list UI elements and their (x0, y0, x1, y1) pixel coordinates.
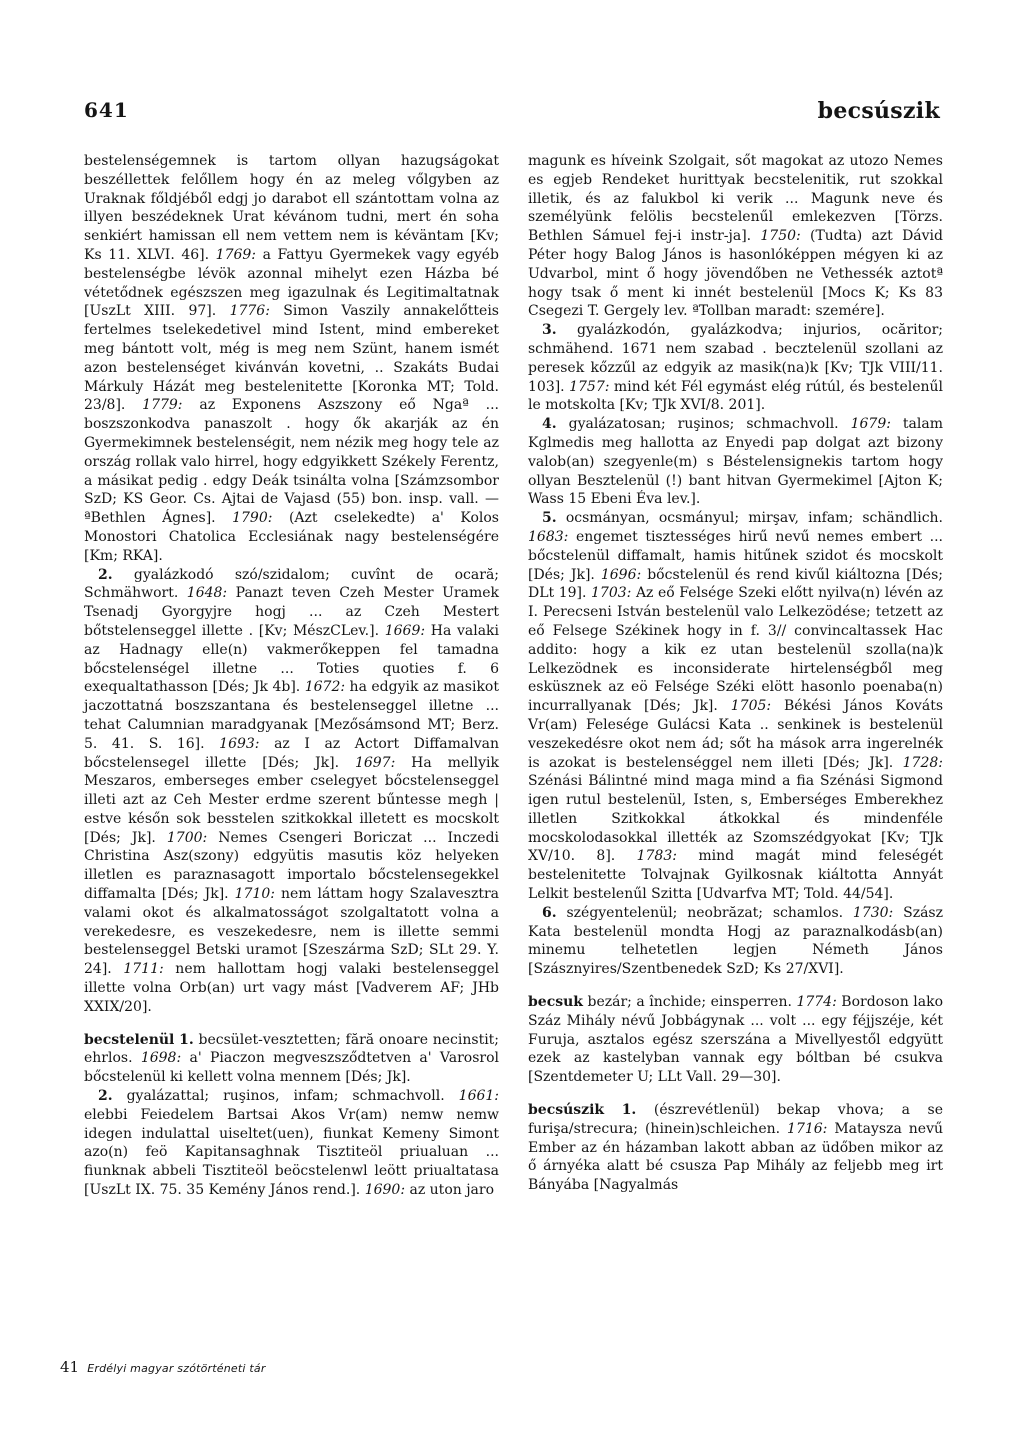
page-number: 641 (84, 98, 129, 122)
series-title: Erdélyi magyar szótörténeti tár (87, 1362, 266, 1375)
entry-text: gyalázattal; ruşinos, infam; schmachvoll. 1661: elebbi Feiedelem Bartsai Akos Vr(am) nemw nemw idegen indulattal uiseltet(uen), fiunkat Kemeny Simont azo(n) feö Kapitansaghnak Tisztiteöl priualuan ... fiunknak abbeli Tisztiteöl beöcstelenwl leött priualtatasa [UszLt IX. 75. 35 Kemény János rend.]. 1690: az uton jaro (84, 1088, 500, 1199)
entry-text: bestelenségemnek is tartom ollyan hazugságokat beszéllettek felőllem hogy én az meleg vőlgyben az Uraknak főldjéből edgj jo darabot ell szántottam volna az illyen beszédeknek Urat kévánom tudni, mert én soha senkiért hamissan ell nem vettem nem is kéväntam [Kv; Ks 11. XLVI. 46]. 1769: a Fattyu Gyermekek vagy egyéb bestelenségbe lévök azonnal mihelyt ezen Házba bé vétetődnek egészszen meg igazulnak és Legitimaltatnak [UszLt XIII. 97]. 1776: Simon Vaszily annakelőtteis fertelmes tselekedetivel mind Istent, mind embereket meg bántott volt, még is meg nem Szünt, hanem ismét azon bestelenséget kivánván kovetni, .. Szakáts Budai Márkuly Házát meg bestelenitette [Koronka MT; Told. 23/8]. 1779: az Exponens Aszszony eő Ngaª ... boszszonkodva panaszolt . hogy ők akarják az én Gyermekimnek bestelenségit, nem nézik meg hogy tele az ország rollak valo hirrel, hogy edgyikkett Székely Ferentz, a másikat pedig . edgy Deák tsinálta volna [Számzsombor SzD; KS Geor. Cs. Ajtai de Vajasd (55) bon. insp. vall. — ªBethlen Ágnes]. 1790: (Azt cselekedte) a' Kolos Monostori Chatolica Ecclesiának nagy bestelenségére [Km; RKA]. (84, 153, 499, 564)
entry-sense (84, 1087, 499, 1200)
dictionary-entry (528, 993, 943, 1087)
sense-number: 5. (542, 510, 557, 527)
sense-number: 1. (621, 1102, 637, 1119)
entry-text: gyalázkodón, gyalázkodva; injurios, ocăritor; schmähend. 1671 nem szabad . becztelenül szollani az peresek kőzzűl az edgyik az masik(na)k [Kv; TJk VIII/11. 103]. 1757: mind két Fél egymást elég rútúl, és bestelenűl le motskolta [Kv; TJk XVI/8. 201]. (528, 322, 944, 414)
sense-number: 4. (542, 416, 557, 433)
sense-number: 3. (542, 322, 557, 339)
dictionary-entry (84, 1031, 499, 1087)
sense-number: 2. (98, 566, 113, 583)
entry-text: gyalázkodó szó/szidalom; cuvînt de ocară; Schmähwort. 1648: Panazt teven Czeh Mester Uramek Tsenadj Gyorgyjre hogj ... az Czeh Mestert bőtstelenseggel illette . [Kv; MészCLev.]. 1669: Ha valaki az Hadnagy elle(n) vakmerőkeppen fel tamadna bőcstelenségel illetne ... Toties quoties f. 6 exequaltathasson [Dés; Jk 4b]. 1672: ha edgyik az masikot jaczottatná boszszantana és bestelenseggel illetne ... tehat Calumnian maradgyanak [Mezősámsond MT; Berz. 5. 41. S. 16]. 1693: az I az Actort Diffamalvan bőcstelensegel illette [Dés; Jk]. 1697: Ha mellyik Meszaros, emberseges ember cselegyet bőcstelenseggel illeti azt az Ceh Mester erdme szerent bűntesse megh | estve későn sok besstelen szitkokkal illetett es mocskolt [Dés; Jk]. 1700: Nemes Csengeri Boriczat ... Inczedi Christina Asz(szony) edgyütis masutis köz helyeken illetlen es paraznasagott importalo bőcstelensegekkel diffamalta [Dés; Jk]. 1710: nem láttam hogy Szalavesztra valami okot és alkalmatosságot szolgaltatott volna a verekedesre, es veszekedesre, nem is illette semmi bestelenseggel Betski uramot [Szeszárma SzD; SLt 29. Y. 24]. 1711: nem hallottam hogj valaki bestelenseggel illette volna Orb(an) urt vagy mást [Vadverem AF; JHb XXIX/20]. (84, 566, 500, 1015)
entry-sense (84, 566, 499, 1017)
entry-sense (528, 509, 943, 904)
entry-headword: becstelenül (84, 1031, 175, 1048)
sense-number: 6. (542, 904, 557, 921)
entry-continuation (84, 152, 499, 566)
sense-number: 2. (98, 1088, 113, 1105)
entry-text: (észrevétlenül) bekap vhova; a se furişa/strecura; (hinein)schleichen. 1716: Matayszа nevű Ember az én házamban lakott abban az üdőben mikor az ő árnyéka alatt bé csusza Pap Mihály az feljebb meg irt Bányába [Nagyalmás (528, 1102, 944, 1194)
entry-sense (528, 904, 943, 979)
entry-text: bezár; a închide; einsperren. 1774: Bordoson lako Száz Mihály névű Jobbágynak ... volt ... egy féjjszéje, két Furuja, asztalos egész szerszána a Mivellyestől edgyütt ezek az kastelyban vannak egy bóltban bé csukva [Szentdemeter U; LLt Vall. 29—30]. (528, 994, 943, 1086)
entry-headword: becsuk (528, 994, 583, 1011)
sheet-number: 41 (60, 1358, 80, 1376)
entry-text: gyalázatosan; ruşinos; schmachvoll. 1679: talam Kglmedis meg hallotta az Enyedi pap dolgat azt bizony valob(an) szegyenle(m) s Béstelensignekis tartom hogy ollyan Besztelenül (!) bant hitvan Gyermekimel [Ajton K; Wass 15 Ebeni Éva lev.]. (528, 416, 943, 508)
right-column (528, 152, 943, 1195)
entry-text: ocsmányan, ocsmányul; mirşav, infam; schändlich. 1683: engemet tisztességes hirű nevű nemes embert ... bőcstelenül diffamalt, hamis hitűnek szidot és mocskolt [Dés; Jk]. 1696: bőcstelenül és rend kivűl kiáltozna [Dés; DLt 19]. 1703: Az eő Felsége Szeki előtt nyilva(n) lévén az I. Perecseni István bestelenül valo Lelkezödése; tetzett az eő Felsege Székinek hogy in f. 3// convincaltassek Hac addito: hogy a kik ez utan bestelenül szolla(na)k Lelkezödnek es inconsiderate hirtelenségből meg esküsznek az eö Felsége Széki elött hasonlo poenaba(n) incurrallyanak [Dés; Jk]. 1705: Békési János Kováts Vr(am) Felesége Gulácsi Kata .. senkinek is bestelenül veszekedésre okot nem ád; sőt ha mások arra ingerelnék is azokat is bestelenséggel nem illeti [Dés; Jk]. 1728: Szénási Bálintné mind maga mind a fia Szénási Sigmond igen rutul bestelenül, Isten, s, Emberséges Emberekhez illetlen Szitkokkal átkokkal és mindenféle mocskolodasokkal illették az Szomszédgyokat [Kv; TJk XV/10. 8]. 1783: mind magát mind feleségét bestelenitette Tolvajnak Gyilkosnak kiáltotta Annyát Lelkit bestelenűl Szitta [Udvarfva MT; Told. 44/54]. (528, 510, 944, 903)
entry-continuation (528, 152, 943, 321)
entry-text: magunk es híveink Szolgait, sőt magokat az utozo Nemes es egjeb Rendeket hurittyak becstelenitik, rut szokkal illetik, és az falukbol ki verik ... Magunk neve és személyünk felölis becstelenűl emlekezven [Törzs. Bethlen Sámuel fej-i instr-ja]. 1750: (Tudta) azt Dávid Péter hogy Balog János is hasonlóképpen mégyen ki az Udvarbol, mint ő hogy jövendőben ne Vethessék aztotª hogy tsak ő ment ki innét bestelenül [Mocs K; Ks 83 Csegezi T. Gergely lev. ªTollban maradt: szemére]. (528, 153, 943, 320)
running-head: becsúszik (817, 98, 940, 124)
entry-headword: becsúszik (528, 1102, 605, 1119)
entry-text: becsület-vesztetten; fără onoare necinstit; ehrlos. 1698: a' Piaczon megveszsződtetven a' Varosrol bőcstelenül ki kellett volna mennem [Dés; Jk]. (84, 1031, 500, 1086)
entry-text: szégyentelenül; neobrăzat; schamlos. 1730: Szász Kata bestelenül mondta Hogj az paraznalkodásb(an) minemu telhetetlen legjen Németh János [Szásznyires/Szentbenedek SzD; Ks 27/XVI]. (528, 904, 943, 978)
page-footer (60, 1358, 266, 1376)
left-column (84, 152, 499, 1200)
entry-sense (528, 321, 943, 415)
sense-number: 1. (179, 1031, 194, 1048)
dictionary-entry (528, 1101, 943, 1195)
entry-sense (528, 415, 943, 509)
